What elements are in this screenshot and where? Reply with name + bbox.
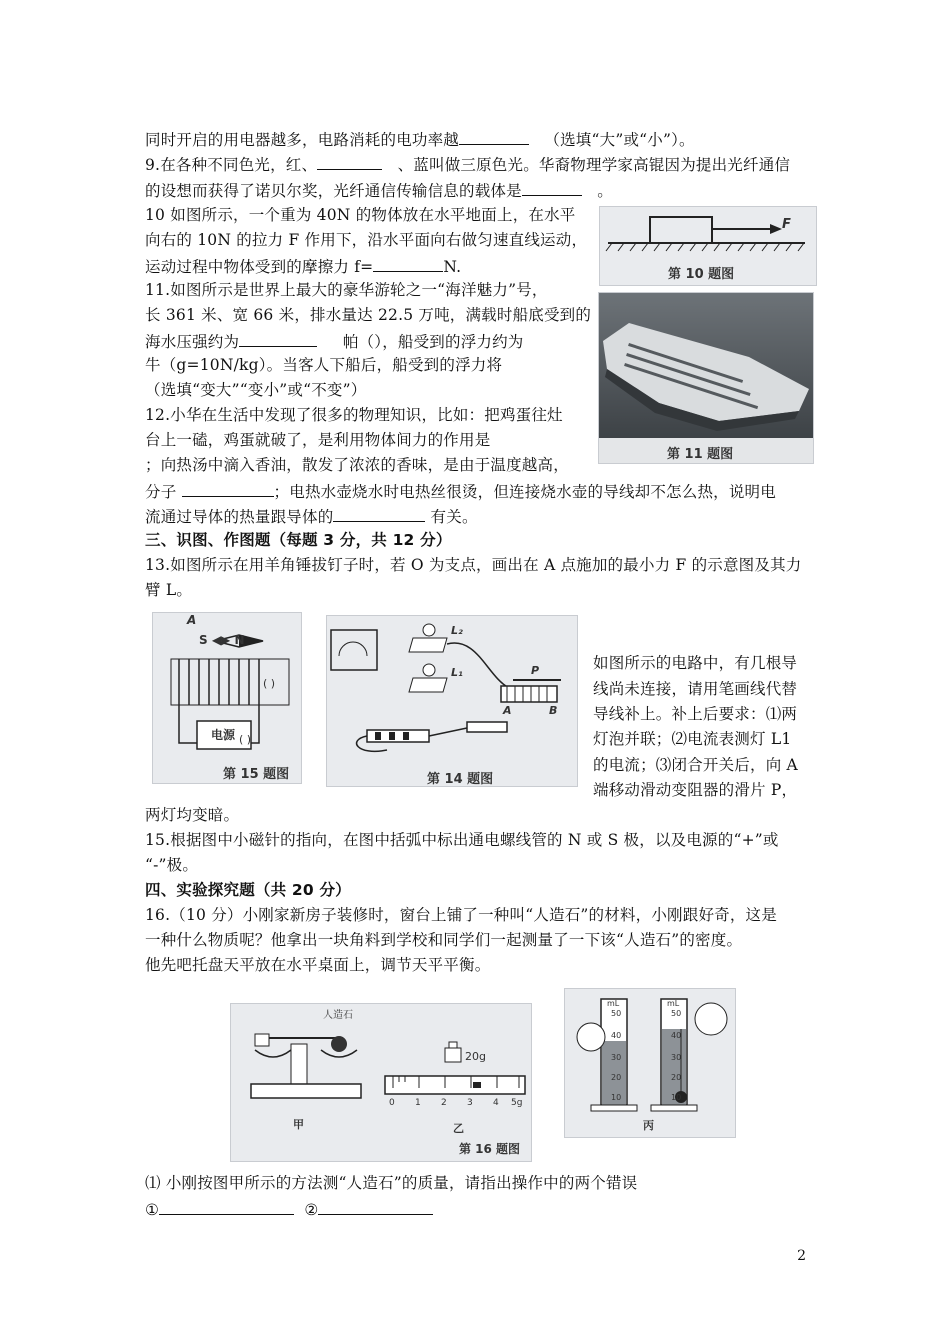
unit-label: mL: [667, 999, 680, 1008]
label-a: A: [187, 613, 197, 627]
force-label: F: [782, 217, 791, 232]
text-line: 台上一磕，鸡蛋就破了，是利用物体间力的作用是: [145, 431, 491, 449]
p-label: P: [531, 664, 540, 677]
text-line: 灯泡并联；⑵电流表测灯 L1: [593, 730, 792, 748]
paren-blank: ( ): [239, 733, 252, 746]
l2-label: L₂: [451, 624, 463, 637]
text-line: 9.在各种不同色光，红、 、蓝叫做三原色光。华裔物理学家高锟因为提出光纤通信: [145, 153, 790, 175]
figure-14: [326, 615, 578, 787]
text-line: ⑴ 小刚按图甲所示的方法测“人造石”的质量，请指出操作中的两个错误: [145, 1174, 638, 1192]
text-line: 端移动滑动变阻器的滑片 P，: [593, 781, 798, 799]
measuring-cylinders-diagram: [565, 989, 735, 1137]
scale-tick: 5g: [511, 1098, 523, 1108]
weight-label: 20g: [465, 1050, 486, 1063]
scale-tick: 3: [467, 1098, 473, 1108]
figure-16: [230, 1003, 532, 1162]
volume-tick: 20: [611, 1073, 622, 1082]
text-line: 向右的 10N 的拉力 F 作用下，沿水平面向右做匀速直线运动，: [145, 231, 588, 249]
jia-label: 甲: [293, 1118, 304, 1131]
text-line: 分子 ；电热水壶烧水时电热丝很烫，但连接烧水壶的导线却不怎么热，说明电: [145, 480, 776, 502]
text-line: 两灯均变暗。: [145, 806, 240, 824]
scale-tick: 4: [493, 1098, 499, 1108]
compass-label: S ◀▶ N: [199, 633, 245, 647]
volume-tick: 50: [611, 1009, 622, 1018]
answer-blank[interactable]: [159, 1198, 294, 1215]
volume-tick: 40: [611, 1031, 622, 1040]
text-line: 10 如图所示，一个重为 40N 的物体放在水平地面上，在水平: [145, 206, 576, 224]
text-line: 臂 L。: [145, 581, 193, 599]
answer-blank[interactable]: [318, 1198, 433, 1215]
text-line: 一种什么物质呢？他拿出一块角料到学校和同学们一起测量了一下该“人造石”的密度。: [145, 931, 743, 949]
volume-tick: 20: [671, 1073, 682, 1082]
text-line: 13.如图所示在用羊角锤拔钉子时，若 O 为支点，画出在 A 点施加的最小力 F 的示意图及其力: [145, 556, 802, 574]
volume-tick: 30: [671, 1053, 682, 1062]
section-heading: 三、识图、作图题（每题 3 分，共 12 分）: [145, 531, 452, 549]
text-line: 如图所示的电路中，有几根导: [593, 654, 798, 672]
text-line: 11.如图所示是世界上最大的豪华游轮之一“海洋魅力”号，: [145, 281, 548, 299]
scale-tick: 1: [415, 1098, 421, 1108]
stone-label: 人造石: [323, 1010, 353, 1021]
text-line: 牛（g=10N/kg）。当客人下船后，船受到的浮力将: [145, 356, 503, 374]
text-line: 15.根据图中小磁针的指向，在图中括弧中标出通电螺线管的 N 或 S 极，以及电源的“+”或: [145, 831, 779, 849]
unit-label: mL: [607, 999, 620, 1008]
text-line: 线尚未连接，请用笔画线代替: [593, 680, 798, 698]
power-label: 电源: [211, 728, 236, 742]
answer-blank[interactable]: [373, 255, 443, 272]
figure-caption: 第 14 题图: [427, 772, 494, 787]
text-line: ① ②: [145, 1198, 433, 1220]
figure-11: [598, 292, 814, 464]
answer-blank[interactable]: [459, 128, 529, 145]
text-line: ；向热汤中滴入香油，散发了浓浓的香味，是由于温度越高，: [145, 456, 569, 474]
scale-tick: 2: [441, 1098, 447, 1108]
text-line: 的电流；⑶闭合开关后，向 A: [593, 756, 798, 774]
text-line: “-”极。: [145, 856, 199, 874]
answer-blank[interactable]: [182, 480, 274, 497]
section-heading: 四、实验探究题（共 20 分）: [145, 881, 351, 899]
answer-blank[interactable]: [522, 179, 582, 196]
figure-caption: 第 15 题图: [223, 767, 290, 782]
text-line: 长 361 米、宽 66 米，排水量达 22.5 万吨，满载时船底受到的: [145, 306, 592, 324]
figure-10: [599, 206, 817, 286]
volume-tick: 40: [671, 1031, 682, 1040]
text-line: 海水压强约为 帕（），船受到的浮力约为: [145, 330, 524, 352]
text-line: （选填“变大”“变小”或“不变”）: [145, 381, 367, 399]
figure-15: [152, 612, 302, 784]
answer-blank[interactable]: [317, 153, 382, 170]
page-number: 2: [797, 1248, 806, 1264]
scale-tick: 0: [389, 1098, 395, 1108]
text-line: 12.小华在生活中发现了很多的物理知识，比如：把鸡蛋往灶: [145, 406, 563, 424]
cruise-ship-image: [599, 293, 813, 463]
yi-label: 乙: [453, 1122, 464, 1135]
figure-caption: 第 11 题图: [667, 447, 734, 462]
balance-and-scale-diagram: [231, 1004, 531, 1161]
b-label: B: [549, 704, 558, 717]
figure-caption: 第 10 题图: [668, 267, 735, 282]
l1-label: L₁: [451, 666, 463, 679]
volume-tick: 10: [671, 1093, 682, 1102]
answer-blank[interactable]: [239, 330, 317, 347]
a-label: A: [503, 704, 512, 717]
paren-blank: ( ): [263, 677, 276, 690]
text-line: 运动过程中物体受到的摩擦力 f= N.: [145, 255, 461, 277]
figure-caption: 第 16 题图: [459, 1142, 521, 1156]
text-line: 16.（10 分）小刚家新房子装修时，窗台上铺了一种叫“人造石”的材料，小刚跟好奇，这是: [145, 906, 777, 924]
text-line: 同时开启的用电器越多，电路消耗的电功率越 （选填“大”或“小”）。: [145, 128, 695, 150]
text-line: 导线补上。补上后要求：⑴两: [593, 705, 798, 723]
circuit-diagram: [327, 616, 577, 786]
text-line: 他先吧托盘天平放在水平桌面上，调节天平平衡。: [145, 956, 491, 974]
figure-bing: [564, 988, 736, 1138]
answer-blank[interactable]: [333, 505, 425, 522]
volume-tick: 30: [611, 1053, 622, 1062]
text-line: 流通过导体的热量跟导体的 有关。: [145, 505, 478, 527]
text-line: 的设想而获得了诺贝尔奖，光纤通信传输信息的载体是 。: [145, 179, 613, 201]
volume-tick: 10: [611, 1093, 622, 1102]
volume-tick: 50: [671, 1009, 682, 1018]
figure-caption: 丙: [643, 1119, 654, 1132]
